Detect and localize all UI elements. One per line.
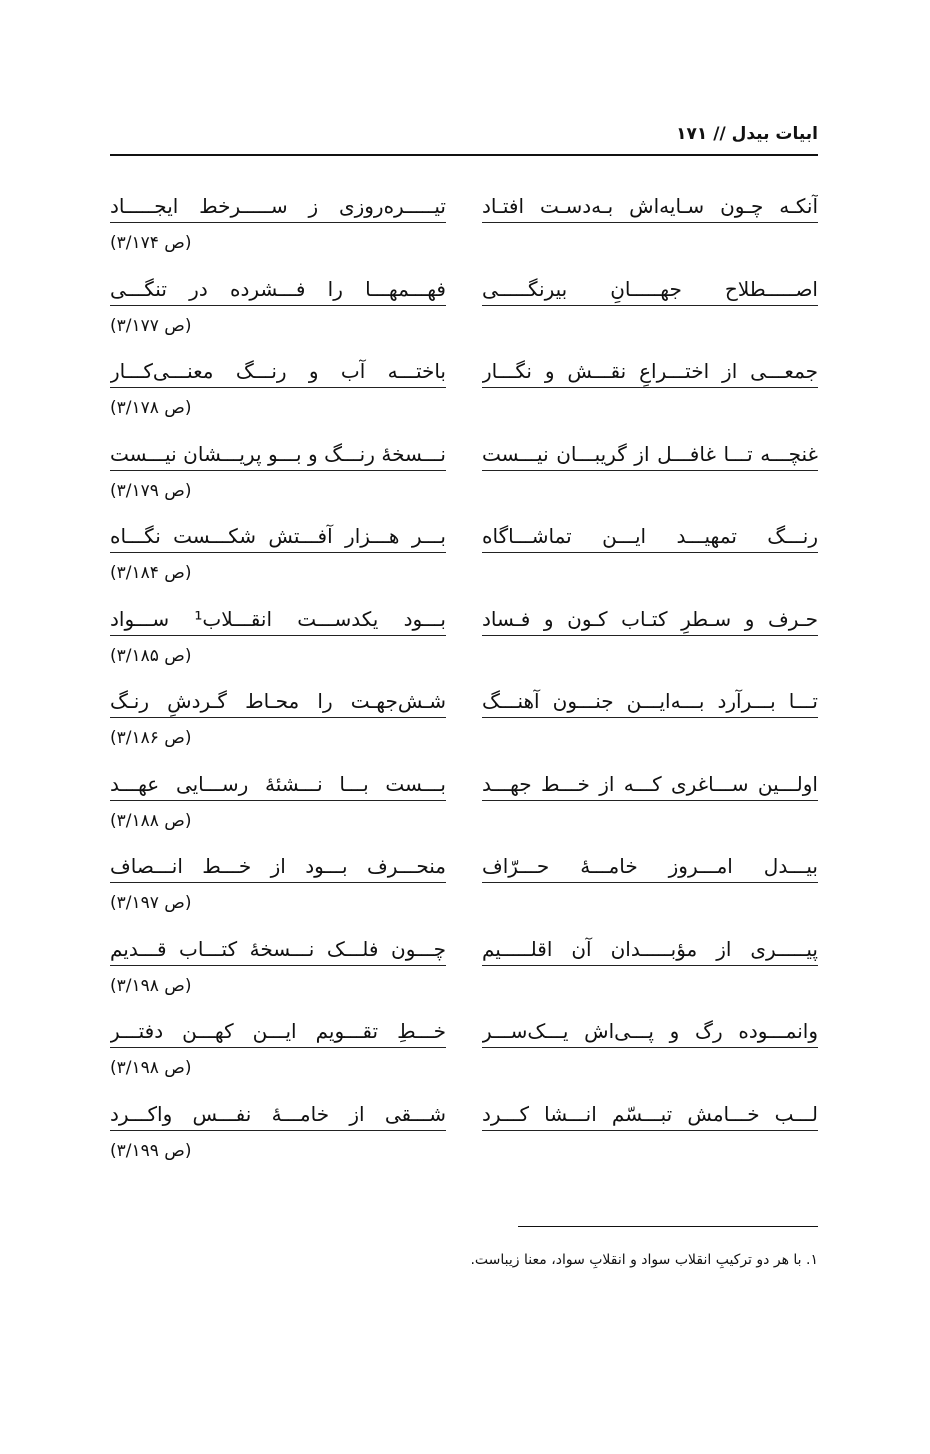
second-hemistich: باختـــه آب و رنـــگ معنـــی‌کـــار <box>110 359 446 383</box>
hemistich-underline <box>482 387 818 388</box>
second-hemistich: تیـــــره‌روزی ز ســـــرخط ایجـــــاد <box>110 194 446 218</box>
hemistich-underline <box>482 222 818 223</box>
couplet <box>110 1013 818 1096</box>
second-hemistich: بـــر هـــزار آفـــتش شکـــست نگـــاه <box>110 524 446 548</box>
page-reference: (ص ۳/۱۷۸) <box>110 398 192 418</box>
couplet <box>110 601 818 684</box>
hemistich-underline <box>482 635 818 636</box>
hemistich-underline <box>110 222 446 223</box>
second-hemistich: بـــود یکدســـت انقـــلاب¹ ســـواد <box>110 606 446 631</box>
hemistich-underline <box>482 965 818 966</box>
hemistich-underline <box>110 552 446 553</box>
first-hemistich: آنکـه چـون سـایه‌اش بـه‌دسـت افتـاد <box>482 194 818 218</box>
page-reference: (ص ۳/۱۷۴) <box>110 233 192 253</box>
couplet <box>110 683 818 766</box>
second-hemistich: فهـــمهـــا را فـــشرده در تنگـــی <box>110 276 446 301</box>
second-hemistich: منحـــرف بـــود از خـــط انـــصاف <box>110 854 446 878</box>
hemistich-underline <box>482 305 818 306</box>
couplet <box>110 931 818 1014</box>
couplet <box>110 271 818 354</box>
page-reference: (ص ۳/۱۹۸) <box>110 1058 192 1078</box>
footnote: ۱. با هر دو ترکیبِ انقلاب سواد و انقلابِ سواد، معنا زیباست. <box>470 1252 818 1268</box>
hemistich-underline <box>110 635 446 636</box>
couplet <box>110 436 818 519</box>
couplet <box>110 848 818 931</box>
first-hemistich: وانمـــوده رگ و پـــی‌اش یـــک‌ســـر <box>482 1019 818 1043</box>
second-hemistich: نـــسخهٔ رنـــگ و بـــو پریـــشان نیـــست <box>110 441 446 466</box>
couplet-list <box>110 188 818 1178</box>
couplet <box>110 518 818 601</box>
hemistich-underline <box>482 717 818 718</box>
hemistich-underline <box>110 1047 446 1048</box>
first-hemistich: بیـــدل امـــروز خامـــهٔ حـــرّاف <box>482 854 818 878</box>
second-hemistich: خـــطِ تقـــویم ایـــن کهـــن دفتـــر <box>110 1019 446 1043</box>
page-reference: (ص ۳/۱۹۷) <box>110 893 192 913</box>
hemistich-underline <box>482 882 818 883</box>
footnote-divider <box>518 1226 818 1227</box>
couplet <box>110 188 818 271</box>
hemistich-underline <box>110 965 446 966</box>
first-hemistich: حـرف و سـطرِ کتـاب کـون و فـساد <box>482 606 818 631</box>
page-reference: (ص ۳/۱۸۵) <box>110 645 192 666</box>
hemistich-underline <box>110 1130 446 1131</box>
hemistich-underline <box>482 800 818 801</box>
hemistich-underline <box>110 800 446 801</box>
hemistich-underline <box>482 552 818 553</box>
header-title: ابیات بیدل // ۱۷۱ <box>676 124 818 144</box>
first-hemistich: لـــب خـــامش تبـــسّم انـــشا کـــرد <box>482 1101 818 1126</box>
hemistich-underline <box>482 470 818 471</box>
second-hemistich: شـــقی از خامـــهٔ نفـــس واکـــرد <box>110 1101 446 1126</box>
hemistich-underline <box>110 305 446 306</box>
first-hemistich: پیـــــری از مؤبـــــدان آن اقلـــــیم <box>482 936 818 961</box>
couplet <box>110 353 818 436</box>
page-reference: (ص ۳/۱۷۹) <box>110 480 192 501</box>
hemistich-underline <box>482 1047 818 1048</box>
page-reference: (ص ۳/۱۸۸) <box>110 810 192 831</box>
first-hemistich: اولـــین ســـاغری کـــه از خـــط جهـــد <box>482 771 818 796</box>
page-reference: (ص ۳/۱۷۷) <box>110 315 192 336</box>
page-reference: (ص ۳/۱۸۴) <box>110 563 192 583</box>
first-hemistich: غنچـــه تـــا غافـــل از گریبـــان نیـــست <box>482 441 818 466</box>
hemistich-underline <box>110 717 446 718</box>
page-reference: (ص ۳/۱۹۹) <box>110 1140 192 1161</box>
second-hemistich: شـش‌جهـت را محـاط گـردشِ رنـگ <box>110 689 446 713</box>
hemistich-underline <box>482 1130 818 1131</box>
second-hemistich: بـــست بـــا نـــشئهٔ رســـایی عهـــد <box>110 771 446 796</box>
couplet <box>110 766 818 849</box>
first-hemistich: تـــا بـــرآرد بـــه‌ایـــن جنـــون آهنـــگ <box>482 689 818 713</box>
second-hemistich: چـــون فلـــک نـــسخهٔ کتـــاب قـــدیم <box>110 936 446 961</box>
first-hemistich: رنـــگ تمهیـــد ایـــن تماشـــاگاه <box>482 524 818 548</box>
page-reference: (ص ۳/۱۹۸) <box>110 975 192 996</box>
page-reference: (ص ۳/۱۸۶) <box>110 728 192 748</box>
first-hemistich: جمعـــی از اختـــراعِ نقـــش و نگـــار <box>482 359 818 383</box>
hemistich-underline <box>110 387 446 388</box>
first-hemistich: اصـــــطلاح جهـــــانِ بیرنگـــــی <box>482 276 818 301</box>
running-header <box>110 118 818 156</box>
hemistich-underline <box>110 470 446 471</box>
couplet <box>110 1096 818 1179</box>
hemistich-underline <box>110 882 446 883</box>
